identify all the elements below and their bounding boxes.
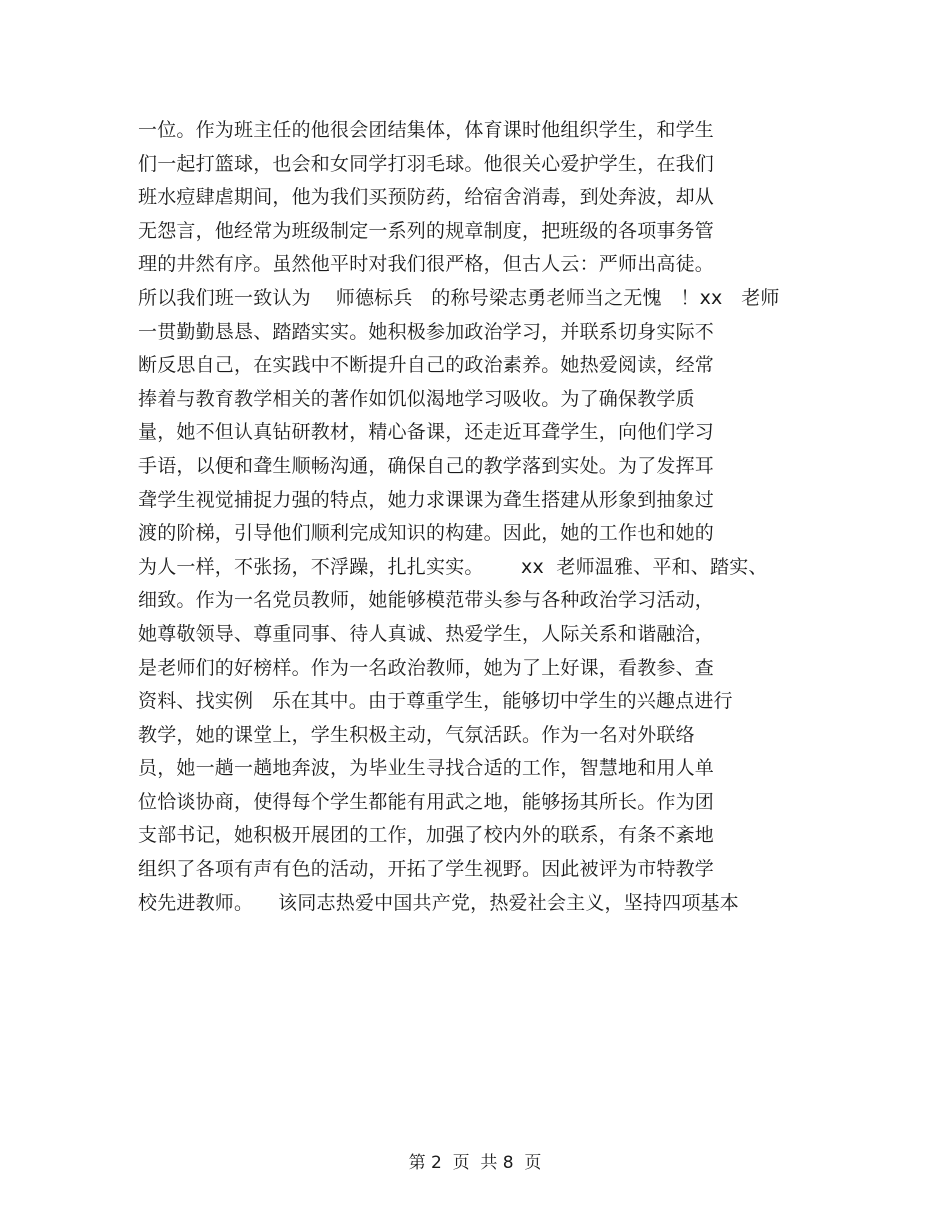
text-line: 捧着与教育教学相关的著作如饥似渴地学习吸收。为了确保教学质	[138, 387, 695, 410]
body-text	[138, 114, 818, 920]
text-line: 是老师们的好榜样。作为一名政治教师，她为了上好课，看教参、查	[138, 656, 715, 679]
text-line: 校先进教师。 该同志热爱中国共产党，热爱社会主义，坚持四项基本	[138, 891, 739, 914]
text-line: 组织了各项有声有色的活动，开拓了学生视野。因此被评为市特教学	[138, 858, 715, 881]
text-line: 为人一样，不张扬，不浮躁，扎扎实实。 xx 老师温雅、平和、踏实、	[138, 555, 768, 578]
text-line: 无怨言，他经常为班级制定一系列的规章制度，把班级的各项事务管	[138, 219, 715, 242]
text-line: 员，她一趟一趟地奔波，为毕业生寻找合适的工作，智慧地和用人单	[138, 757, 715, 780]
text-line: 断反思自己，在实践中不断提升自己的政治素养。她热爱阅读，经常	[138, 354, 715, 377]
text-line: 们一起打篮球，也会和女同学打羽毛球。他很关心爱护学生，在我们	[138, 152, 715, 175]
text-line: 班水痘肆虐期间，他为我们买预防药，给宿舍消毒，到处奔波，却从	[138, 186, 715, 209]
text-line: 理的井然有序。虽然他平时对我们很严格，但古人云：严师出高徒。	[138, 253, 715, 276]
text-line: 支部书记，她积极开展团的工作，加强了校内外的联系，有条不紊地	[138, 824, 715, 847]
text-line: 一贯勤勤恳恳、踏踏实实。她积极参加政治学习，并联系切身实际不	[138, 320, 715, 343]
text-line: 聋学生视觉捕捉力强的特点，她力求课课为聋生搭建从形象到抽象过	[138, 488, 715, 511]
text-line: 她尊敬领导、尊重同事、待人真诚、热爱学生，人际关系和谐融洽，	[138, 622, 715, 645]
text-line: 渡的阶梯，引导他们顺利完成知识的构建。因此，她的工作也和她的	[138, 522, 715, 545]
text-line: 细致。作为一名党员教师，她能够模范带头参与各种政治学习活动，	[138, 589, 715, 612]
text-line: 量，她不但认真钻研教材，精心备课，还走近耳聋学生，向他们学习	[138, 421, 715, 444]
page-number-footer: 第 2 页 共 8 页	[408, 1153, 542, 1173]
text-line: 一位。作为班主任的他很会团结集体，体育课时他组织学生，和学生	[138, 119, 715, 141]
text-line: 所以我们班一致认为 师德标兵 的称号梁志勇老师当之无愧 ！xx 老师	[138, 286, 780, 309]
text-line: 手语，以便和聋生顺畅沟通，确保自己的教学落到实处。为了发挥耳	[138, 454, 715, 477]
text-line: 位恰谈协商，使得每个学生都能有用武之地，能够扬其所长。作为团	[138, 790, 715, 813]
text-line: 资料、找实例 乐在其中。由于尊重学生，能够切中学生的兴趣点进行	[138, 690, 733, 713]
text-line: 教学，她的课堂上，学生积极主动，气氛活跃。作为一名对外联络	[138, 723, 695, 746]
